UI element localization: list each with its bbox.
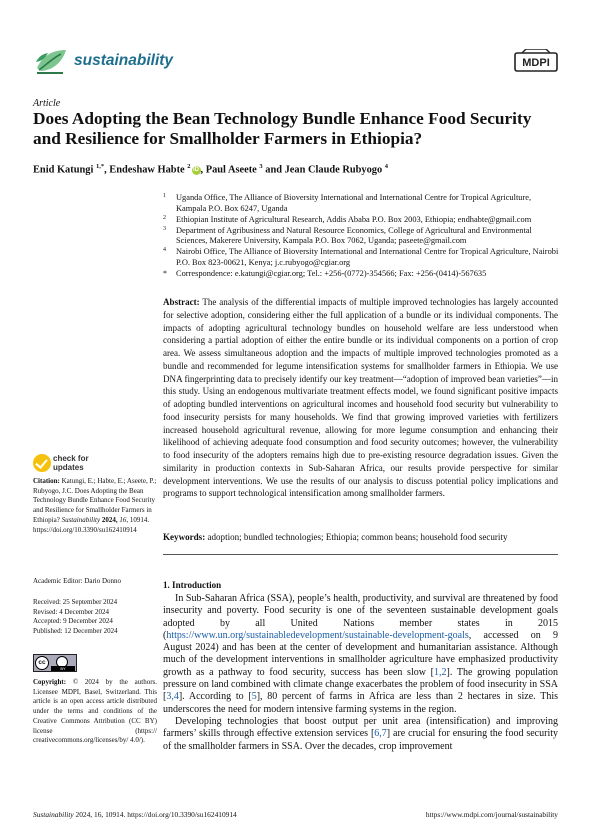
keywords-text: adoption; bundled technologies; Ethiopia; common beans; household food security (207, 532, 508, 542)
dates-block (33, 598, 157, 637)
text-run: , accessed on 9 August 2024) and has been at the center of development and humanitarian assistance. Although much of the development interventions in smallholder agriculture have emphasized productivity growth as a pathway to food security, success has been slow [ (163, 629, 558, 678)
keywords (163, 531, 558, 543)
mdpi-logo-text: MDPI (522, 57, 550, 69)
affiliation-text: Uganda Office, The Alliance of Bioversity International and International Centre for Tropical Agriculture, Kampala P.O. Box 6247, Uganda (176, 193, 532, 213)
text-run: Developing technologies that boost output per unit area (intensification) and improving farmers’ skills through effective extension services [ (163, 715, 558, 740)
author-list (33, 163, 558, 175)
author-name: Paul Aseete (205, 164, 257, 176)
author-separator: , (200, 164, 206, 176)
affiliation-text: Ethiopian Institute of Agricultural Research, Addis Ababa P.O. Box 2003, Ethiopia; endhabte@gmail.com (176, 214, 532, 224)
citation-link[interactable]: 3,4 (166, 691, 179, 703)
citation-link[interactable]: 6,7 (374, 728, 387, 740)
author-name: Jean Claude Rubyogo (284, 164, 383, 176)
leaf-logo-icon (33, 44, 69, 80)
abstract-label: Abstract: (163, 297, 200, 307)
affiliation-number: * (163, 269, 167, 279)
citation-text-a: Katungi, E.; Habte, E.; Aseete, P.; Rubyogo, J.C. Does Adopting the Bean Technology Bundle Enhance Food Security and Resilience for Smallholder Farmers in Ethiopia? (33, 477, 157, 524)
cc-icon: cc (35, 656, 49, 670)
copyright-block (33, 678, 157, 746)
section-heading: 1. Introduction (163, 580, 222, 590)
date-accepted: Accepted: 9 December 2024 (33, 617, 113, 626)
author-name: Enid Katungi (33, 164, 94, 176)
orcid-icon[interactable]: iD (193, 167, 200, 174)
copyright-text: © 2024 by the authors. Licensee MDPI, Basel, Switzerland. This article is an open access article distributed under the terms and conditions of the Creative Commons Attribution (CC BY) license (https:// creativecommons.org/licenses/by/ 4.0/). (33, 678, 158, 745)
citation-link[interactable]: 1,2 (434, 666, 447, 678)
citation-link[interactable]: 5 (251, 691, 257, 703)
author-affiliation-marker: 4 (384, 163, 389, 170)
affiliation-text: Nairobi Office, The Alliance of Bioversity International and International Centre for Tropical Agriculture, Nairobi P.O. Box 823-00621, Kenya; j.c.rubyogo@cgiar.org (176, 247, 559, 268)
text-run: In Sub-Saharan Africa (SSA), people’s health, productivity, and survival are threatened by food insecurity and poverty. Food security is one of the seventeen sustainable development goals adopted by all United Nations member states in 2015 ( (163, 593, 558, 641)
check-updates-label (53, 455, 89, 472)
cc-by-license-icon[interactable] (33, 654, 77, 672)
by-label: BY (51, 666, 75, 671)
author-affiliation-marker: 1,* (95, 163, 105, 170)
paragraph (163, 716, 558, 753)
affiliation-number: 3 (163, 225, 166, 232)
abstract (163, 296, 558, 500)
author-affiliation-marker: 2 (187, 163, 191, 170)
author-affiliation-marker: 3 (259, 163, 263, 170)
article-type: Article (33, 98, 61, 109)
keywords-label: Keywords: (163, 532, 206, 542)
footer-journal: Sustainability (33, 810, 74, 819)
affiliation-number: 2 (163, 214, 166, 221)
text-run: ]. The growing population pressure on land combined with climate change exacerbates the problem of food insecurity in SSA [ (163, 666, 558, 703)
date-published: Published: 12 December 2024 (33, 627, 118, 636)
citation-label: Citation: (33, 477, 60, 485)
affiliation-number: 1 (163, 193, 166, 199)
footer-cite-rest[interactable]: 2024, 16, 10914. https://doi.org/10.3390/su162410914 (75, 810, 237, 819)
footer-citation (33, 810, 237, 819)
citation-year: 2024, (101, 515, 118, 524)
date-revised: Revised: 4 December 2024 (33, 607, 110, 616)
check-updates-line2: updates (53, 462, 84, 472)
footer-journal-url[interactable]: https://www.mdpi.com/journal/sustainability (425, 810, 558, 819)
academic-editor: Academic Editor: Dario Donno (33, 577, 122, 585)
text-run: ] are crucial for ensuring the food security of the smallholder farmers in SSA. Over the decades, crop improvement (163, 728, 558, 752)
author-name: Endeshaw Habte (109, 164, 185, 176)
affiliation-item (163, 269, 563, 280)
text-run: ], 80 percent of farms in Africa are less than 2 hectares in size. This underscores the need for modern intensive farming systems in the region. (163, 691, 559, 715)
un-sdg-link[interactable]: https://www.un.org/sustainabledevelopment/sustainable-development-goals (166, 629, 469, 641)
text-run: ]. According to [ (178, 691, 252, 703)
affiliation-item (163, 226, 563, 247)
mdpi-logo-icon[interactable] (514, 49, 558, 75)
citation-doi[interactable]: 10914. https://doi.org/10.3390/su162410914 (33, 515, 150, 534)
affiliation-list (163, 193, 563, 280)
paragraph (163, 593, 558, 716)
author-separator: and (262, 164, 285, 176)
affiliation-number: 4 (163, 247, 166, 254)
checkmark-icon (33, 454, 51, 472)
date-received: Received: 25 September 2024 (33, 598, 118, 606)
affiliation-item (163, 247, 563, 268)
paper-title: Does Adopting the Bean Technology Bundle Enhance Food Security and Resilience for Smallholder Farmers in Ethiopia? (33, 109, 532, 148)
citation-volume: 16, (119, 515, 129, 524)
section-divider (163, 554, 558, 555)
abstract-text: The analysis of the differential impacts of multiple improved technologies has largely accounted for selective adoption, considering either the full application of a bundle or its individual components. The impacts of adopting agricultural technology bundles on household welfare are less understood when considering a partial adoption of either the entire bundle or its individual components on a portion of crop area. We assess simultaneous adoption and the impacts of multiple improved technologies promoted as a bundle and recommended for legume intensification systems for smallholder farmers in Ethiopia. We use DNA fingerprinting data to precisely identify our key treatment—“adoption of improved bean varieties”—in this study. Using an endogenous multivariate treatment effects model, we found significant positive impacts of adopting bundled interventions on agricultural incomes and household food security but vulnerability to food insecurity persists for many households. We find that growing improved varieties with fertilizers increased household agricultural revenue, allowing for more legume consumption and enhancing their likelihood of achieving adequate food consumption and food security outcomes; however, the vulnerability to food insecurity of the adopters remains high due to pre-existing resource degradation issues. Given the similarity in production contexts in Sub-Saharan Africa, our results provide perspective for similar development interventions. We use the results of our analysis to discuss potential policy implications and programs to support technological intensification among smallholder farmers. (163, 297, 558, 499)
author-separator: , (104, 164, 110, 176)
copyright-label: Copyright: (33, 678, 67, 686)
body-text (163, 593, 558, 753)
citation-block (33, 477, 157, 535)
citation-journal: Sustainability (61, 515, 101, 524)
journal-header (33, 44, 558, 84)
journal-name[interactable]: sustainability (74, 52, 174, 69)
affiliation-item (163, 193, 563, 214)
affiliation-text: Correspondence: e.katungi@cgiar.org; Tel.: +256-(0772)-354566; Fax: +256-(0414)-567635 (176, 269, 487, 279)
affiliation-text: Department of Agribusiness and Natural Resource Economics, College of Agricultural and Environmental Sciences, Makerere University, Kampala P.O. Box 7062, Uganda; paseete@gmail.com (176, 225, 532, 246)
check-for-updates-button[interactable] (33, 454, 113, 476)
affiliation-item (163, 215, 563, 226)
check-updates-line1: check for (53, 454, 89, 463)
